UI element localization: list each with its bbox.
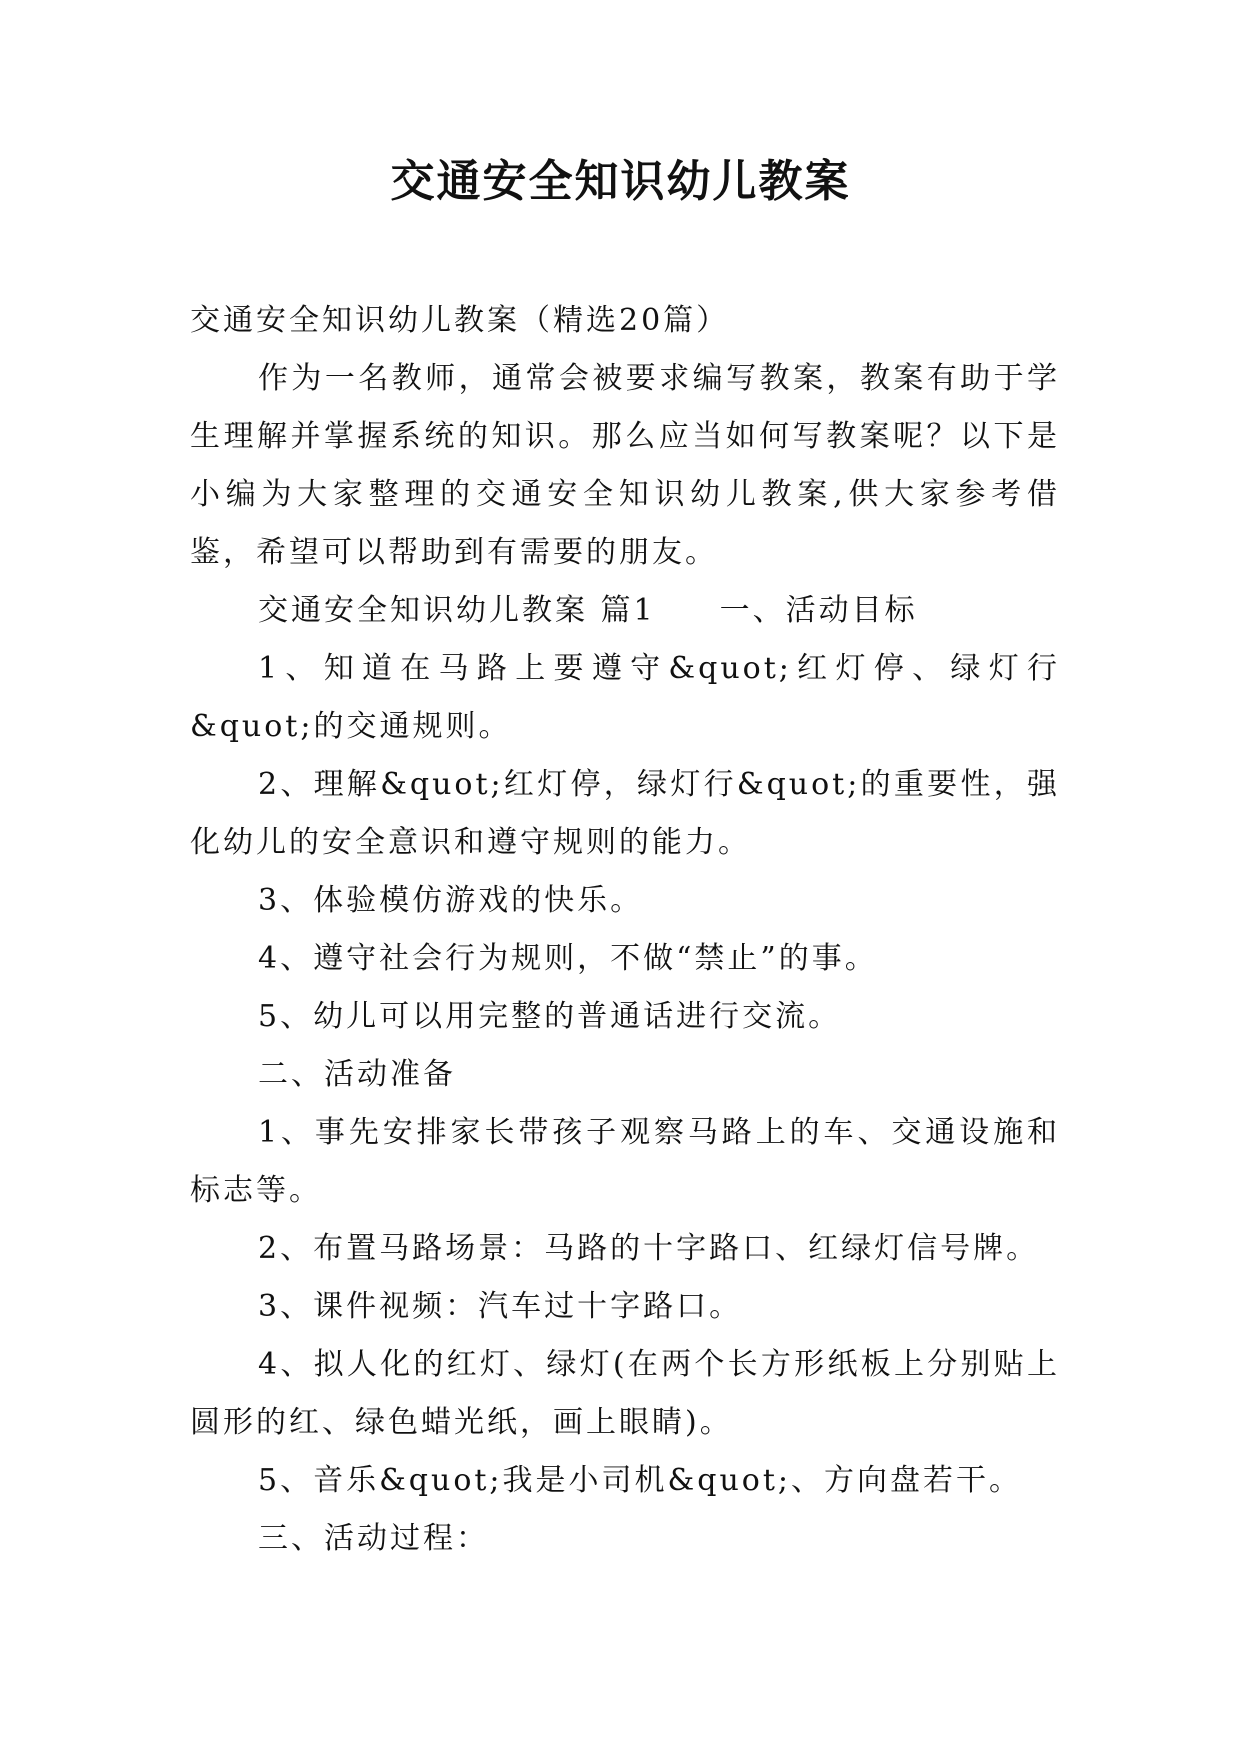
prep-item: 3、课件视频：汽车过十字路口。 [258, 1289, 743, 1324]
goal-item: 3、体验模仿游戏的快乐。 [258, 883, 644, 918]
intro-paragraph: 作为一名教师，通常会被要求编写教案，教案有助于学生理解并掌握系统的知识。那么应当如何写教案呢？以下是小编为大家整理的交通安全知识幼儿教案,供大家参考借鉴，希望可以帮助到有需要的朋友。 [190, 361, 1060, 570]
section-heading-line [190, 582, 1060, 640]
prep-item: 5、音乐&quot;我是小司机&quot;、方向盘若干。 [258, 1463, 1022, 1498]
goal-item: 1、知道在马路上要遵守&quot;红灯停、绿灯行&quot;的交通规则。 [190, 651, 1060, 744]
goal-item: 2、理解&quot;红灯停，绿灯行&quot;的重要性，强化幼儿的安全意识和遵守规则的能力。 [190, 767, 1060, 860]
document-title: 交通安全知识幼儿教案 [390, 156, 851, 207]
document-subtitle: 交通安全知识幼儿教案（精选20篇） [190, 303, 730, 338]
goal-item: 5、幼儿可以用完整的普通话进行交流。 [258, 999, 842, 1034]
prep-item: 2、布置马路场景：马路的十字路口、红绿灯信号牌。 [258, 1231, 1040, 1266]
goals-heading: 一、活动目标 [719, 593, 918, 628]
prep-item: 1、事先安排家长带孩子观察马路上的车、交通设施和标志等。 [190, 1115, 1060, 1208]
process-heading: 三、活动过程： [258, 1521, 489, 1556]
document-body [190, 292, 1060, 1568]
goal-item: 4、遵守社会行为规则，不做“禁止”的事。 [258, 941, 878, 976]
section1-heading: 交通安全知识幼儿教案 篇1 [258, 593, 656, 628]
prep-item: 4、拟人化的红灯、绿灯(在两个长方形纸板上分别贴上圆形的红、绿色蜡光纸，画上眼睛)。 [190, 1347, 1060, 1440]
prep-heading: 二、活动准备 [258, 1057, 456, 1092]
